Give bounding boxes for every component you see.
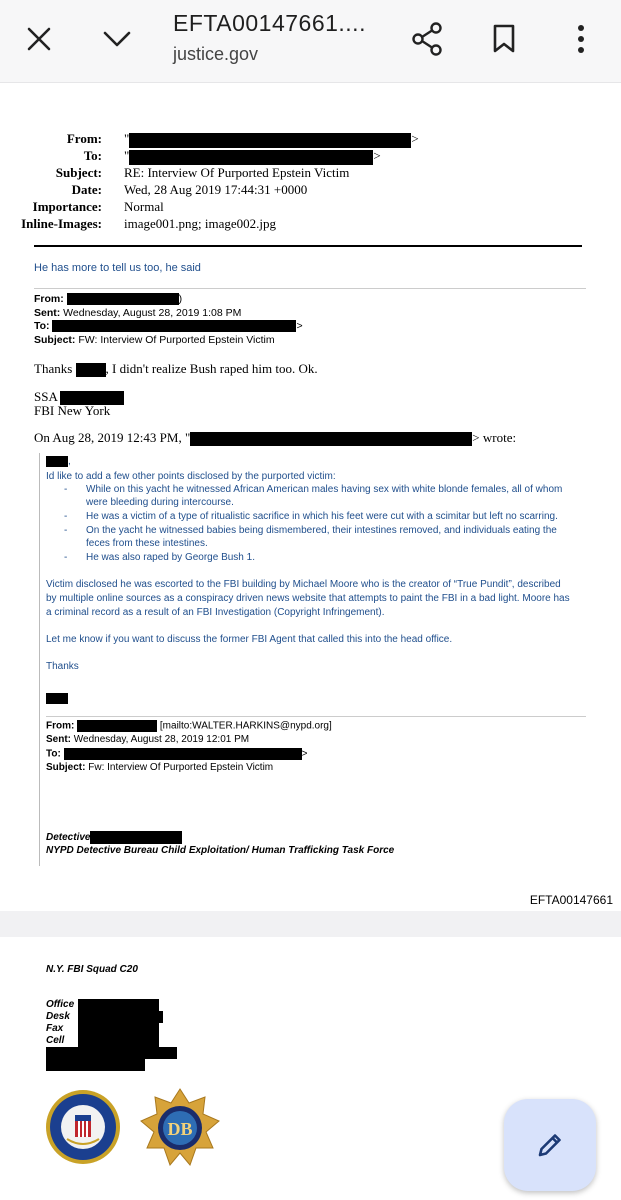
fw1-to: To: > [34, 320, 303, 332]
redaction-bar [52, 320, 296, 332]
header-divider [34, 245, 582, 247]
office-line: Office [46, 999, 75, 1010]
list-item-cont: feces from these intestines. [86, 538, 208, 549]
fw2-subject: Subject: Fw: Interview Of Purported Epstein Victim [46, 762, 274, 773]
top-app-bar [0, 0, 621, 83]
redaction-bar [129, 150, 373, 165]
quoted-sig [46, 689, 68, 707]
redaction-bar [77, 720, 157, 732]
fw1-sig-title: SSA [34, 389, 124, 405]
fw2-sig-title: Detective [46, 831, 182, 844]
divider [46, 716, 586, 717]
list-item: On the yacht he witnessed babies being dismembered, their intestines removed, and individuals eating the [86, 525, 557, 536]
redaction-bar [67, 293, 179, 305]
redaction-bar [64, 748, 302, 760]
document-title[interactable]: EFTA00147661.... [173, 10, 366, 36]
redaction-bar [78, 1035, 159, 1047]
detective-badge-icon [139, 1087, 221, 1169]
list-item: He was also raped by George Bush 1. [86, 552, 255, 563]
redaction-bar [78, 1011, 163, 1023]
email-header-inline-images: Inline-Images: image001.png; image002.jpg [21, 216, 277, 231]
edit-fab-button[interactable] [504, 1099, 596, 1191]
quoted-greeting: , [46, 456, 71, 467]
fw1-from: From: ) [34, 293, 183, 305]
redaction-bar [46, 693, 68, 704]
email-header-to: To: " > [83, 148, 381, 163]
edit-icon [534, 1129, 566, 1161]
fw1-sig-office: FBI New York [34, 403, 111, 418]
share-icon[interactable] [408, 20, 446, 58]
redaction-bar [46, 1047, 177, 1059]
quoted-para1-line3: a criminal record as a result of an FBI Investigation (Copyright Infringement). [46, 607, 385, 618]
list-item-cont: were bleeding during intercourse. [86, 497, 234, 508]
quoted-para1-line1: Victim disclosed he was escorted to the FBI building by Michael Moore who is the creator of “True Pundit”, described [46, 579, 561, 590]
email-header-from: From: " > [66, 131, 419, 146]
fw2-to: To: > [46, 748, 308, 760]
reply-text: He has more to tell us too, he said [34, 262, 201, 274]
desk-line: Desk [46, 1011, 70, 1022]
bates-number: EFTA00147661 [529, 893, 613, 907]
quoted-para1-line2: by multiple online sources as a conspiracy driven news website that attempts to paint the FBI in a bad light. Moore has [46, 593, 570, 604]
email-header-date: Date: Wed, 28 Aug 2019 17:44:31 +0000 [71, 182, 308, 197]
email-header-importance: Importance: Normal [32, 199, 164, 214]
svg-text:DB: DB [167, 1119, 193, 1139]
redaction-bar [129, 133, 411, 148]
redaction-bar [78, 1023, 159, 1035]
fw2-from: From: [mailto:WALTER.HARKINS@nypd.org] [46, 720, 332, 732]
list-item: While on this yacht he witnessed African American males having sex with white blonde females, all of whom [86, 484, 563, 495]
fw1-subject: Subject: FW: Interview Of Purported Epstein Victim [34, 334, 275, 346]
fw1-on-wrote: On Aug 28, 2019 12:43 PM, " > wrote: [34, 430, 517, 445]
cell-line: Cell [46, 1035, 65, 1046]
fax-line: Fax [46, 1023, 64, 1034]
squad-name: N.Y. FBI Squad C20 [46, 964, 138, 975]
divider [34, 288, 586, 289]
document-url: justice.gov [173, 44, 259, 64]
bookmark-icon[interactable] [486, 20, 522, 58]
quoted-thanks: Thanks [46, 661, 79, 672]
quoted-intro: Id like to add a few other points disclosed by the purported victim: [46, 471, 336, 482]
fw2-sent: Sent: Wednesday, August 28, 2019 12:01 PM [46, 734, 250, 745]
document-page-1: From: " > To: " > Subject: RE: Interview Of Purported Epstein Victim Date: Wed, 28 Aug 2019 17:44:31 +0000 Importance: Normal Inline-Images: image001.png; image002.jpg He has more to tell us too, he said From: ) Sent: Wednesday, August 28, 2019 1:08 PM To: > Subject: FW: Interview Of Purported Epstein Victim Thanks , I didn't realize Bush raped him too. Ok. SSA FBI New York On Aug 28, 2019 12:43 PM, " > wrote: , Id like to add a few other points disclosed by the purported victim: - While on this yacht he witnessed African American males having sex with white blonde females, all of whom were bleeding during intercourse. - He was a victim of a type of ritualistic sacrifice in which his feet were cut with a scimitar but left no scarring. - On the yacht he witnessed babies being dismembered, their intestines removed, and individuals eating the feces from these intestines. - He was also raped by George Bush 1. Victim disclosed he was escorted to the FBI building by Michael Moore who is the creator of “True Pundit”, described by multiple online sources as a conspiracy driven news website that attempts to paint the FBI in a bad light. Moore has a criminal record as a result of an FBI Investigation (Copyright Infringement). Let me know if you want to discuss the former FBI Agent that called this into the head office. Thanks From: [mailto:WALTER.HARKINS@nypd.org] Sent: Wednesday, August 28, 2019 12:01 PM To: > Subject: Fw: Interview Of Purported Epstein Victim Detective NYPD Detective Bureau Child Exploitation/ Human Trafficking Task Force EFTA00147661 [0, 83, 621, 911]
redaction-bar [46, 456, 68, 467]
redaction-bar [76, 363, 106, 377]
list-item: He was a victim of a type of ritualistic sacrifice in which his feet were cut with a scimitar but left no scarring. [86, 511, 558, 522]
close-icon[interactable] [22, 22, 56, 56]
more-vert-icon[interactable] [566, 20, 596, 58]
fw1-body-thanks: Thanks , I didn't realize Bush raped him too. Ok. [34, 361, 318, 376]
page-gap [0, 911, 621, 937]
email-header-subject: Subject: RE: Interview Of Purported Epstein Victim [55, 165, 350, 180]
redaction-bar [190, 432, 472, 446]
redaction-bar [78, 999, 159, 1011]
fw1-sent: Sent: Wednesday, August 28, 2019 1:08 PM [34, 307, 242, 319]
redaction-bar [46, 1059, 145, 1071]
fw2-sig-unit: NYPD Detective Bureau Child Exploitation/ Human Trafficking Task Force [46, 845, 395, 856]
fbi-seal-icon [45, 1089, 121, 1165]
quoted-para2: Let me know if you want to discuss the former FBI Agent that called this into the head office. [46, 634, 453, 645]
quote-bar [39, 453, 40, 866]
redaction-bar [90, 831, 182, 844]
chevron-down-icon[interactable] [100, 22, 134, 56]
